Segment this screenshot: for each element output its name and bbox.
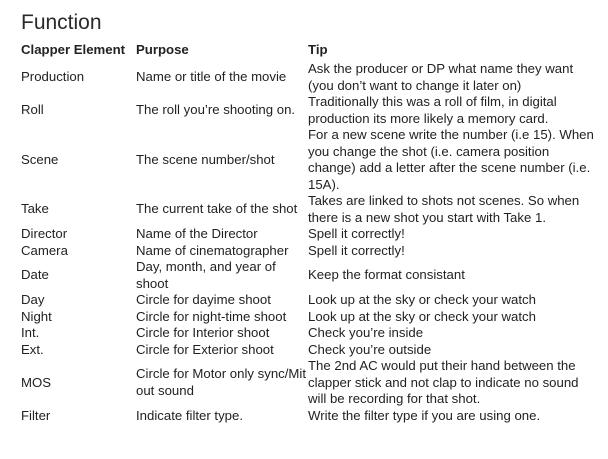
purpose-cell: The roll you’re shooting on.	[136, 102, 296, 118]
table-row	[21, 193, 600, 226]
table-row	[21, 61, 600, 94]
table-row	[21, 309, 600, 326]
purpose-cell: Name of the Director	[136, 226, 258, 241]
table-row	[21, 325, 600, 342]
section-title: Function	[21, 11, 102, 34]
tip-cell: The 2nd AC would put their hand between the clapper stick and not clap to indicate no sound will be recording for that shot.	[308, 358, 579, 406]
purpose-cell: Day, month, and year of shoot	[136, 259, 276, 291]
header-purpose: Purpose	[136, 42, 189, 58]
tip-cell: Check you’re outside	[308, 341, 432, 357]
table-row	[21, 342, 600, 359]
purpose-cell: Circle for Motor only sync/Mit out sound	[136, 366, 307, 398]
table-row	[21, 358, 600, 408]
element-cell: Camera	[21, 242, 68, 258]
element-cell: Date	[21, 267, 49, 283]
tip-cell: Takes are linked to shots not scenes. So when there is a new shot you start with Take 1.	[308, 193, 580, 225]
purpose-cell: Indicate filter type.	[136, 407, 244, 423]
tip-cell: Check you’re inside	[308, 325, 424, 340]
tip-cell: Look up at the sky or check your watch	[308, 292, 536, 307]
tip-cell: Spell it correctly!	[308, 242, 405, 258]
tip-cell: For a new scene write the number (i.e 15). When you change the shot (i.e. camera position change) add a letter after the scene number (i.e. 15A).	[308, 127, 594, 192]
purpose-cell: Circle for Exterior shoot	[136, 341, 274, 357]
tip-cell: Look up at the sky or check your watch	[308, 308, 536, 324]
tip-cell: Spell it correctly!	[308, 226, 405, 241]
element-cell: Scene	[21, 151, 59, 167]
table-row	[21, 292, 600, 309]
tip-cell: Keep the format consistant	[308, 267, 465, 283]
table-row	[21, 408, 600, 425]
element-cell: Night	[21, 308, 52, 324]
table-row	[21, 243, 600, 260]
element-cell: Production	[21, 69, 85, 85]
element-cell: Ext.	[21, 341, 44, 357]
element-cell: Take	[21, 201, 49, 217]
purpose-cell: The current take of the shot	[136, 201, 298, 217]
purpose-cell: Circle for dayime shoot	[136, 292, 271, 307]
tip-cell: Ask the producer or DP what name they want (you don’t want to change it later on)	[308, 61, 574, 93]
tip-cell: Traditionally this was a roll of film, in digital production its more likely a memory card.	[308, 94, 557, 126]
purpose-cell: Circle for night-time shoot	[136, 308, 287, 324]
element-cell: MOS	[21, 374, 52, 390]
tip-cell: Write the filter type if you are using one.	[308, 407, 541, 423]
header-clapper-element: Clapper Element	[21, 42, 126, 58]
table-row	[21, 127, 600, 193]
element-cell: Day	[21, 292, 45, 307]
table-row	[21, 94, 600, 127]
purpose-cell: The scene number/shot	[136, 151, 275, 167]
table-row	[21, 259, 600, 292]
table-header-row	[21, 42, 600, 61]
element-cell: Filter	[21, 407, 51, 423]
header-tip: Tip	[308, 42, 328, 58]
clapper-function-table	[21, 42, 600, 424]
purpose-cell: Circle for Interior shoot	[136, 325, 270, 340]
table-row	[21, 226, 600, 243]
element-cell: Int.	[21, 325, 40, 340]
purpose-cell: Name or title of the movie	[136, 69, 287, 85]
element-cell: Roll	[21, 102, 44, 118]
element-cell: Director	[21, 226, 68, 241]
purpose-cell: Name of cinematographer	[136, 242, 289, 258]
